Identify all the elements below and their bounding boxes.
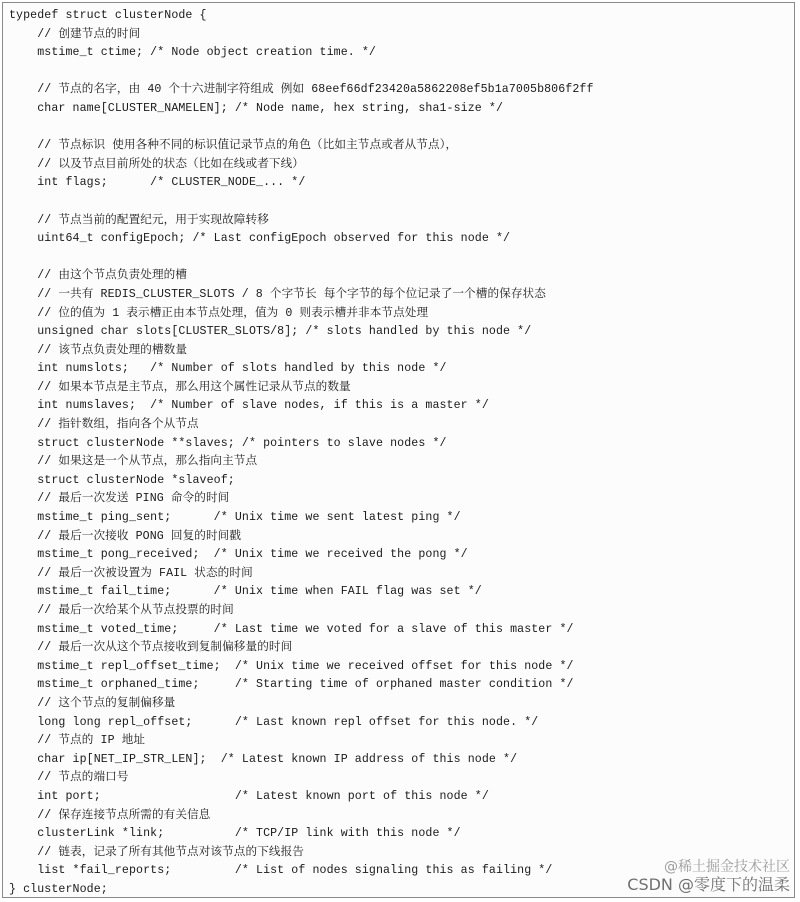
code-line: } clusterNode; <box>9 882 108 896</box>
watermark-csdn: CSDN @零度下的温柔 <box>627 875 790 894</box>
code-line: // 节点当前的配置纪元，用于实现故障转移 <box>9 213 269 227</box>
code-line: mstime_t voted_time; /* Last time we voted for a slave of this master */ <box>9 622 574 636</box>
code-line <box>9 193 790 212</box>
code-line: struct clusterNode *slaveof; <box>9 473 235 487</box>
code-line <box>9 249 790 268</box>
code-line: clusterLink *link; /* TCP/IP link with this node */ <box>9 827 461 841</box>
code-line: int numslaves; /* Number of slave nodes, if this is a master */ <box>9 399 489 413</box>
code-line: // 最后一次发送 PING 命令的时间 <box>9 492 230 506</box>
code-line: int flags; /* CLUSTER_NODE_... */ <box>9 176 306 190</box>
code-line: // 如果本节点是主节点，那么用这个属性记录从节点的数量 <box>9 380 351 394</box>
code-line: // 如果这是一个从节点，那么指向主节点 <box>9 455 258 469</box>
code-line: mstime_t orphaned_time; /* Starting time of orphaned master condition */ <box>9 678 574 692</box>
code-line: // 以及节点目前所处的状态（比如在线或者下线） <box>9 157 304 171</box>
code-line: // 位的值为 1 表示槽正由本节点处理，值为 0 则表示槽并非本节点处理 <box>9 306 429 320</box>
code-line: int numslots; /* Number of slots handled by this node */ <box>9 362 447 376</box>
code-block <box>9 7 790 900</box>
code-line: mstime_t pong_received; /* Unix time we received the pong */ <box>9 548 468 562</box>
code-line: // 最后一次被设置为 FAIL 状态的时间 <box>9 566 253 580</box>
code-line: // 链表，记录了所有其他节点对该节点的下线报告 <box>9 845 304 859</box>
code-line: unsigned char slots[CLUSTER_SLOTS/8]; /* slots handled by this node */ <box>9 325 532 339</box>
code-line: // 节点标识 使用各种不同的标识值记录节点的角色（比如主节点或者从节点）， <box>9 139 458 153</box>
code-line: list *fail_reports; /* List of nodes signaling this as failing */ <box>9 864 553 878</box>
code-line: long long repl_offset; /* Last known repl offset for this node. */ <box>9 715 539 729</box>
code-line: uint64_t configEpoch; /* Last configEpoch observed for this node */ <box>9 232 511 246</box>
code-line: typedef struct clusterNode { <box>9 9 207 22</box>
code-line: // 一共有 REDIS_CLUSTER_SLOTS / 8 个字节长 每个字节的每个位记录了一个槽的保存状态 <box>9 287 546 301</box>
code-line: struct clusterNode **slaves; /* pointers to slave nodes */ <box>9 436 447 450</box>
code-line: // 最后一次给某个从节点投票的时间 <box>9 604 234 617</box>
code-line: mstime_t repl_offset_time; /* Unix time we received offset for this node */ <box>9 659 574 673</box>
code-line: // 由这个节点负责处理的槽 <box>9 269 188 283</box>
code-line: mstime_t ctime; /* Node object creation time. */ <box>9 46 376 60</box>
code-line: // 最后一次接收 PONG 回复的时间戳 <box>9 529 242 543</box>
watermark <box>627 859 790 894</box>
code-line: int port; /* Latest known port of this node */ <box>9 789 489 803</box>
code-figure-frame <box>2 2 795 898</box>
code-line: // 这个节点的复制偏移量 <box>9 696 176 710</box>
code-line: char ip[NET_IP_STR_LEN]; /* Latest known IP address of this node */ <box>9 752 518 766</box>
code-line: mstime_t fail_time; /* Unix time when FAIL flag was set */ <box>9 585 482 599</box>
code-line: // 节点的 IP 地址 <box>9 734 146 748</box>
code-line: char name[CLUSTER_NAMELEN]; /* Node name, hex string, sha1-size */ <box>9 101 504 115</box>
watermark-juejin: @稀土掘金技术社区 <box>664 859 790 875</box>
code-line <box>9 63 790 82</box>
code-line <box>9 119 790 138</box>
code-line: // 最后一次从这个节点接收到复制偏移量的时间 <box>9 641 293 655</box>
code-line: // 节点的端口号 <box>9 771 129 785</box>
code-line: // 指针数组，指向各个从节点 <box>9 418 199 432</box>
code-line: // 该节点负责处理的槽数量 <box>9 343 188 357</box>
code-line: // 保存连接节点所需的有关信息 <box>9 808 211 822</box>
code-line: // 创建节点的时间 <box>9 27 141 41</box>
code-line: mstime_t ping_sent; /* Unix time we sent latest ping */ <box>9 511 461 525</box>
code-line: // 节点的名字，由 40 个十六进制字符组成 例如 68eef66df23420a5862208ef5b1a7005b806f2ff <box>9 83 594 97</box>
